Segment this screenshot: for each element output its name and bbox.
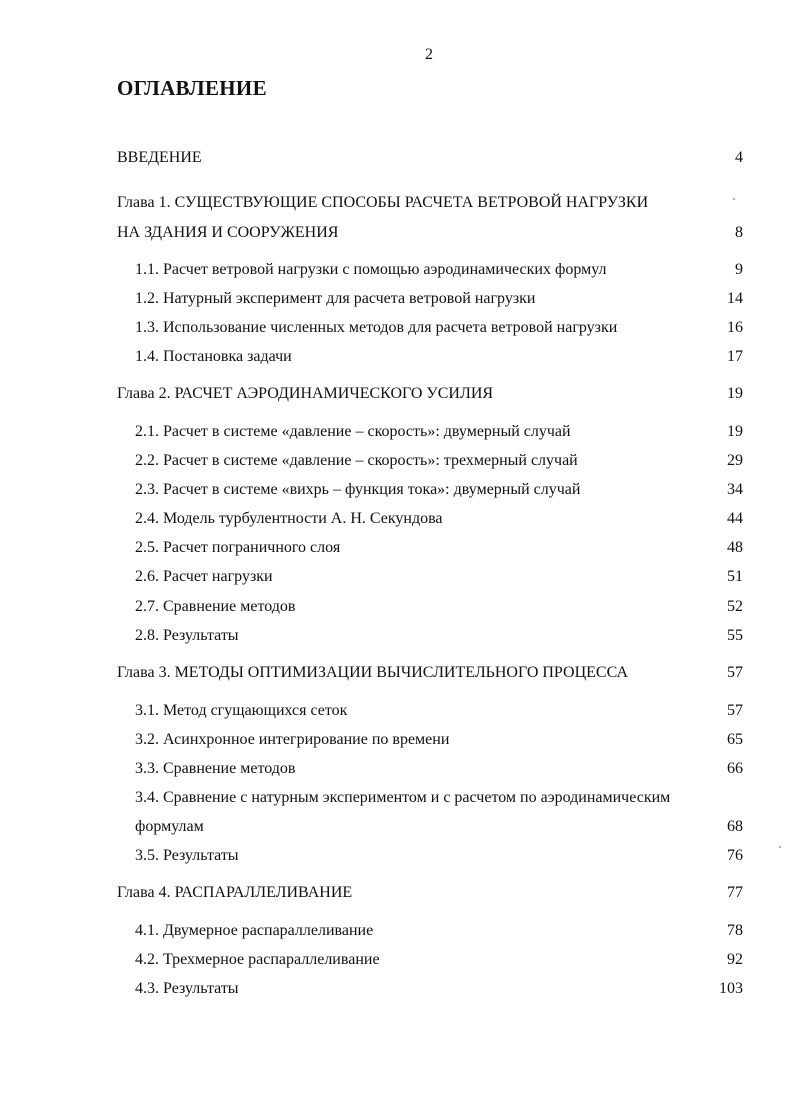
toc-entry-label: 2.2. Расчет в системе «давление – скорость»: трехмерный случай	[135, 452, 578, 469]
toc-entry-label: 2.3. Расчет в системе «вихрь – функция тока»: двумерный случай	[135, 481, 581, 498]
toc-entry-label: 4.1. Двумерное распараллеливание	[135, 922, 374, 939]
toc-page-number: 92	[727, 951, 743, 968]
toc-page-number: 68	[727, 818, 743, 835]
scan-speck	[779, 846, 781, 848]
toc-entry-label: формулам	[135, 818, 204, 835]
toc-entry-label: Глава 3. МЕТОДЫ ОПТИМИЗАЦИИ ВЫЧИСЛИТЕЛЬНОГО ПРОЦЕССА	[117, 664, 628, 681]
page-title: ОГЛАВЛЕНИЕ	[117, 76, 267, 100]
toc-page-number: 57	[727, 664, 743, 681]
toc-page-number: 9	[735, 261, 743, 278]
toc-entry-label: Глава 1. СУЩЕСТВУЮЩИЕ СПОСОБЫ РАСЧЕТА ВЕТРОВОЙ НАГРУЗКИ	[117, 194, 649, 211]
toc-entry-label: НА ЗДАНИЯ И СООРУЖЕНИЯ	[117, 224, 339, 241]
toc-page-number: 4	[735, 149, 743, 166]
toc-page-number: 77	[727, 884, 743, 901]
toc-entry-label: 4.2. Трехмерное распараллеливание	[135, 951, 380, 968]
toc-entry-label: 3.3. Сравнение методов	[135, 760, 296, 777]
toc-page-number: 66	[727, 760, 743, 777]
toc-entry-label: 3.4. Сравнение с натурным экспериментом и с расчетом по аэродинамическим	[135, 789, 671, 806]
toc-page-number: 51	[727, 568, 743, 585]
toc-entry-label: 3.5. Результаты	[135, 847, 239, 864]
toc-entry-label: 2.1. Расчет в системе «давление – скорость»: двумерный случай	[135, 423, 571, 440]
toc-page-number: 76	[727, 847, 743, 864]
toc-page-number: 19	[727, 423, 743, 440]
toc-entry-label: 1.3. Использование численных методов для расчета ветровой нагрузки	[135, 319, 618, 336]
toc-page-number: 16	[727, 319, 743, 336]
toc-page-number: 29	[727, 452, 743, 469]
toc-entry-label: 1.1. Расчет ветровой нагрузки с помощью аэродинамических формул	[135, 261, 607, 278]
toc-entry-label: 2.7. Сравнение методов	[135, 598, 296, 615]
toc-page-number: 34	[727, 481, 743, 498]
toc-page-number: 65	[727, 731, 743, 748]
toc-page-number: 52	[727, 598, 743, 615]
toc-entry-label: 1.4. Постановка задачи	[135, 348, 292, 365]
toc-entry-label: 3.1. Метод сгущающихся сеток	[135, 702, 348, 719]
toc-page-number: 55	[727, 627, 743, 644]
toc-page-number: 17	[727, 348, 743, 365]
toc-entry-label: 1.2. Натурный эксперимент для расчета ветровой нагрузки	[135, 290, 536, 307]
toc-page-number: 44	[727, 510, 743, 527]
scan-speck	[733, 198, 735, 200]
toc-page-number: 8	[735, 224, 743, 241]
toc-entry-label: 2.6. Расчет нагрузки	[135, 568, 273, 585]
toc-entry-label: Глава 4. РАСПАРАЛЛЕЛИВАНИЕ	[117, 884, 353, 901]
toc-entry-label: 2.8. Результаты	[135, 627, 239, 644]
toc-page-number: 78	[727, 922, 743, 939]
toc-entry-label: 4.3. Результаты	[135, 980, 239, 997]
toc-entry-label: 2.4. Модель турбулентности А. Н. Секундова	[135, 510, 443, 527]
toc-page-number: 14	[727, 290, 743, 307]
toc-page-number: 57	[727, 702, 743, 719]
toc-entry-label: ВВЕДЕНИЕ	[117, 149, 202, 166]
toc-entry-label: Глава 2. РАСЧЕТ АЭРОДИНАМИЧЕСКОГО УСИЛИЯ	[117, 385, 494, 402]
toc-entry-label: 3.2. Асинхронное интегрирование по времени	[135, 731, 450, 748]
toc-page-number: 103	[719, 980, 743, 997]
toc-page-number: 19	[727, 385, 743, 402]
toc-page-number: 48	[727, 539, 743, 556]
toc-entry-label: 2.5. Расчет пограничного слоя	[135, 539, 341, 556]
page-number: 2	[425, 46, 433, 63]
